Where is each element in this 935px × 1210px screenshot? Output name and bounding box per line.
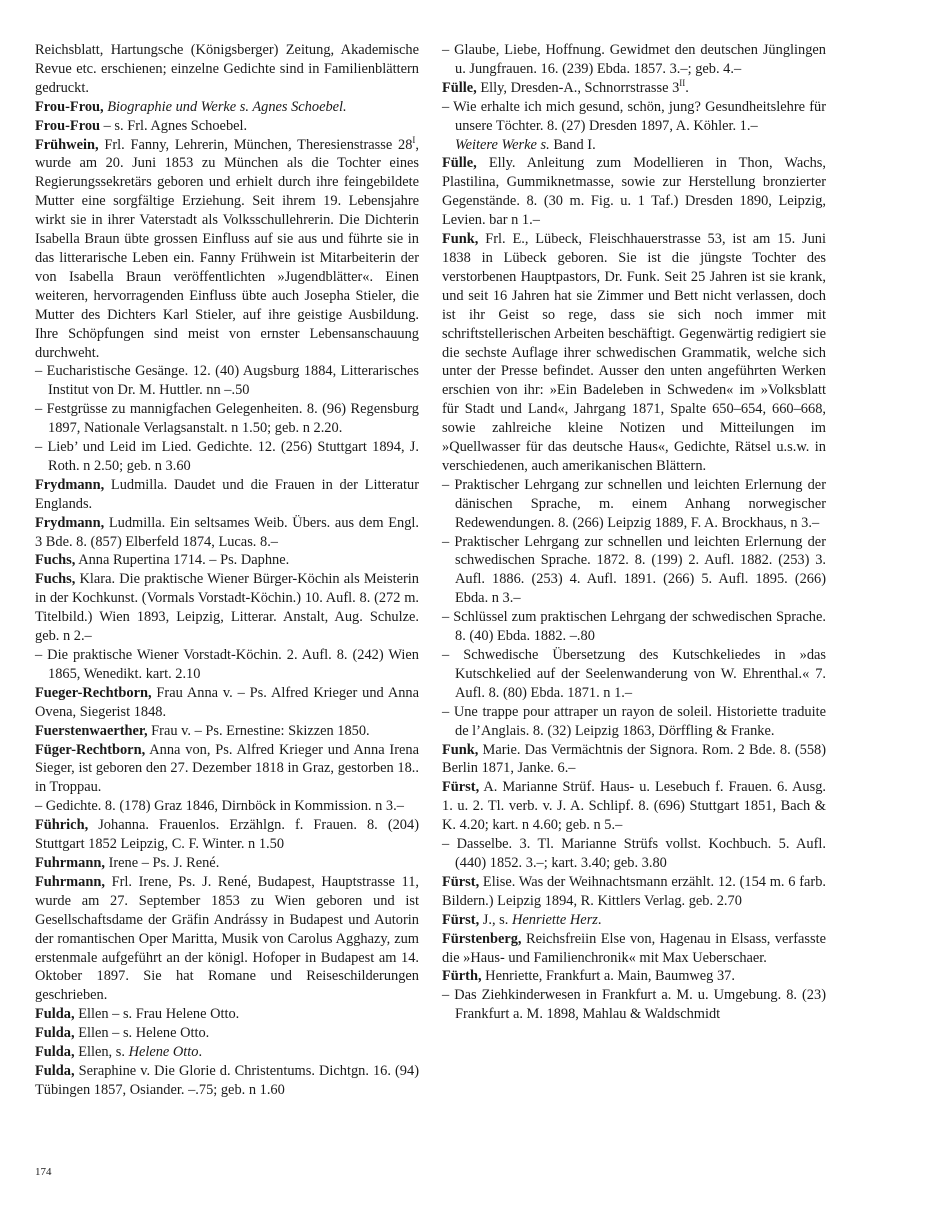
entry-heading: Fürst, — [442, 911, 480, 928]
entry-heading: Funk, — [442, 231, 479, 248]
bibliography-entry — [35, 873, 419, 1005]
entry-text: Elly, Dresden-A., Schnorrstrasse 3 — [476, 79, 680, 96]
entry-text: – Glaube, Liebe, Hoffnung. Gewidmet den deutschen Jünglingen u. Jungfrauen. 16. (239) Ebda. 1857. 3.–; geb. 4.– — [442, 42, 826, 77]
entry-heading: Fürth, — [442, 968, 482, 985]
bibliography-entry — [442, 154, 826, 230]
bibliography-entry — [442, 230, 826, 476]
entry-heading: Fuhrmann, — [35, 854, 105, 871]
entry-heading: Fürst, — [442, 779, 480, 796]
entry-text: – Das Ziehkinderwesen in Frankfurt a. M. u. Umgebung. 8. (23) Frankfurt a. M. 1898, Mahlau & Waldschmidt — [442, 987, 826, 1023]
entry-text: – Eucharistische Gesänge. 12. (40) Augsburg 1884, Litterarisches Institut von Dr. M. Huttler. nn –.50 — [35, 363, 419, 399]
entry-text: . — [597, 911, 602, 928]
entry-text: Ellen – s. Frau Helene Otto. — [74, 1006, 240, 1023]
entry-text: – Schwedische Übersetzung des Kutschkeliedes in »das Kutschkelied auf der Seelenwanderung von W. Ehrenthal.« 7. Aufl. 8. (80) Ebda. 1871. n 1.– — [442, 647, 826, 701]
bibliography-entry — [35, 570, 419, 646]
bibliography-entry — [35, 1062, 419, 1100]
entry-text: Frau Anna v. – Ps. Alfred Krieger und Anna Ovena, Siegerist 1848. — [35, 684, 419, 720]
entry-heading: Fürst, — [442, 873, 480, 890]
bibliography-entry — [35, 117, 419, 136]
work-listing — [442, 703, 826, 741]
bibliography-entry — [442, 873, 826, 911]
entry-text: Reichsblatt, Hartungsche (Königsberger) Zeitung, Akademische Revue etc. erschienen; einzelne Gedichte sind in Familienblättern gedruckt. — [35, 42, 419, 96]
entry-heading: Fürstenberg, — [442, 930, 522, 947]
italic-text: Weitere Werke s. — [455, 136, 550, 153]
bibliography-entry — [35, 684, 419, 722]
entry-heading: Fülle, — [442, 155, 477, 172]
work-listing — [442, 835, 826, 873]
bibliography-entry — [442, 136, 826, 155]
entry-text: Ludmilla. Daudet und die Frauen in der Litteratur Englands. — [35, 476, 419, 512]
entry-text: Frl. Irene, Ps. J. René, Budapest, Hauptstrasse 11, wurde am 27. September 1853 zu Wien geboren und ist Gesellschaftsdame der Gräfin Andrássy in Budapest und Autorin der romantischen Oper Maritta, Musik von Carolus Agghazy, zum erstenmale aufgeführt an der königl. Hofoper in Budapest am 14. Oktober 1897. Sie hat Romane und Reiseschilderungen geschrieben. — [35, 873, 419, 1004]
entry-text: – Dasselbe. 3. Tl. Marianne Strüfs vollst. Kochbuch. 5. Aufl. (440) 1852. 3.–; kart. 3.40; geb. 3.80 — [442, 836, 826, 871]
bibliography-entry — [35, 514, 419, 552]
entry-text: Frl. E., Lübeck, Fleischhauerstrasse 53, ist am 15. Juni 1838 in Lübeck geboren. Sie ist die jüngste Tochter des verstorbenen Hauptpastors, Dr. Funk. Seit 25 Jahren ist sie krank, und seit 16 Jahren hat sie Zimmer und Bett nicht verlassen, doch ist ihr Geist so rege, dass sie sich noch immer mit schriftstellerischen Arbeiten beschäftigt. Gegenwärtig redigiert sie die sechste Auflage ihrer schwedischen Grammatik, welche sich unter der Presse befindet. Ausser den unten angeführten Werken erschien von ihr: »Ein Badeleben in Schweden« im »Volksblatt für Stadt und Land«, Jahrgang 1871, Spalte 650–654, 660–668, sowie zahlreiche kleine Notizen und Mitteilungen im »Quellwasser für das deutsche Haus«, Gedichte, Rätsel u.s.w. in verschiedenen, auch amerikanischen Blättern. — [442, 231, 826, 474]
entry-text: – Schlüssel zum praktischen Lehrgang der schwedischen Sprache. 8. (40) Ebda. 1882. –.80 — [442, 609, 826, 645]
entry-text: – Praktischer Lehrgang zur schnellen und leichten Erlernung der schwedischen Sprache. 1872. 8. (199) 2. Aufl. 1882. (253) 3. Aufl. 1886. (253) 4. Aufl. 1891. (266) 5. Aufl. 1895. (266) Ebda. n 3.– — [442, 533, 826, 607]
entry-text: A. Marianne Strüf. Haus- u. Lesebuch f. Frauen. 6. Ausg. 1. u. 2. Tl. verb. v. J. A. Schlipf. 8. (696) Stuttgart 1851, Bach & K. 4.20; kart. n 4.60; geb. n 5.– — [442, 779, 826, 834]
superscript: II — [679, 77, 686, 88]
entry-heading: Fueger-Rechtborn, — [35, 684, 152, 701]
bibliography-entry — [35, 722, 419, 741]
entry-text: . — [685, 79, 689, 96]
entry-heading: Frühwein, — [35, 136, 99, 153]
entry-text: Seraphine v. Die Glorie d. Christentums. Dichtgn. 16. (94) Tübingen 1857, Osiander. –.75; geb. n 1.60 — [35, 1062, 419, 1098]
work-listing — [442, 98, 826, 136]
entry-text: Frau v. – Ps. Ernestine: Skizzen 1850. — [147, 722, 370, 739]
bibliography-entry — [35, 551, 419, 570]
work-listing — [35, 646, 419, 684]
entry-text: Irene – Ps. J. René. — [104, 854, 220, 871]
italic-text: Biographie und Werke s. Agnes Schoebel. — [107, 98, 347, 115]
entry-text: Ellen, s. — [74, 1044, 129, 1061]
entry-text: – Gedichte. 8. (178) Graz 1846, Dirnböck in Kommission. n 3.– — [35, 798, 404, 815]
entry-text: – Wie erhalte ich mich gesund, schön, jung? Gesundheitslehre für unsere Töchter. 8. (27) Dresden 1897, A. Köhler. 1.– — [442, 98, 826, 134]
bibliography-entry — [35, 136, 419, 363]
entry-text: Reichsfreiin Else von, Hagenau in Elsass, verfasste die »Haus- und Familienchronik« mit Max Ueberschaer. — [442, 930, 826, 966]
bibliography-entry — [35, 816, 419, 854]
entry-text: – Festgrüsse zu mannigfachen Gelegenheiten. 8. (96) Regensburg 1897, Nationale Verlagsanstalt. n 1.50; geb. n 2.20. — [35, 401, 419, 437]
entry-text: Anna Rupertina 1714. – Ps. Daphne. — [75, 552, 290, 569]
entry-text: Elise. Was der Weihnachtsmann erzählt. 12. (154 m. 6 farb. Bildern.) Leipzig 1894, R. Kittlers Verlag. geb. 2.70 — [442, 873, 826, 909]
entry-text: Ludmilla. Ein seltsames Weib. Übers. aus dem Engl. 3 Bde. 8. (857) Elberfeld 1874, Lucas. 8.– — [35, 514, 419, 550]
entry-text: Johanna. Frauenlos. Erzählgn. f. Frauen. 8. (204) Stuttgart 1852 Leipzig, C. F. Winter. n 1.50 — [35, 817, 419, 853]
entry-heading: Fulda, — [35, 1044, 75, 1061]
left-column — [35, 41, 419, 1100]
entry-heading: Funk, — [442, 741, 479, 758]
entry-heading: Fulda, — [35, 1006, 75, 1023]
work-listing — [35, 362, 419, 400]
entry-heading: Fulda, — [35, 1062, 75, 1079]
bibliography-entry — [35, 1005, 419, 1024]
entry-text: Frl. Fanny, Lehrerin, München, Theresienstrasse 28 — [98, 136, 413, 153]
entry-text: – Praktischer Lehrgang zur schnellen und leichten Erlernung der dänischen Sprache, m. einem Anhang norwegischer Redewendungen. 8. (266) Leipzig 1889, F. A. Brockhaus, n 3.– — [442, 476, 826, 531]
entry-heading: Fuchs, — [35, 552, 76, 569]
bibliography-entry — [442, 741, 826, 779]
entry-heading: Fuchs, — [35, 571, 76, 588]
italic-text: Henriette Herz — [511, 911, 598, 928]
entry-text: Elly. Anleitung zum Modellieren in Thon, Wachs, Plastilina, Gummiknetmasse, sowie zur Herstellung bronzierter Gegenstände. 8. (30 m. Fig. u. 1 Taf.) Dresden 1890, Leipzig, Levien. bar n 1.– — [442, 155, 826, 229]
entry-text: – s. Frl. Agnes Schoebel. — [100, 117, 248, 134]
bibliography-entry — [442, 930, 826, 968]
entry-heading: Frou-Frou — [35, 117, 101, 134]
entry-heading: Fuhrmann, — [35, 873, 105, 890]
work-listing — [35, 438, 419, 476]
bibliography-entry — [442, 79, 826, 98]
work-listing — [442, 533, 826, 609]
entry-text: – Die praktische Wiener Vorstadt-Köchin. 2. Aufl. 8. (242) Wien 1865, Wenedikt. kart. 2.10 — [35, 647, 419, 682]
work-listing — [442, 41, 826, 79]
bibliography-entry — [35, 1024, 419, 1043]
work-listing — [442, 608, 826, 646]
entry-text: , wurde am 20. Juni 1853 zu München als die Tochter eines Regierungssekretärs geboren und erhielt durch ihre feingebildete Mutter eine sorgfältige Erziehung. Seit ihrem 19. Lebensjahre wirkt sie in ihrer Vaterstadt als Volksschullehrerin. Die Dichterin Isabella Braun übte grossen Einfluss auf sie aus und führte sie in das litterarische Leben ein. Fanny Frühwein ist Mitarbeiterin der von Isabella Braun veröffentlichten »Jugendblätter«. Einen weiteren, hervorragenden Einfluss übte auch Josepha Stieler, die Mutter des Dichters Karl Stieler, auf ihre geistige Ausbildung. Ihre Schöpfungen sind meist von ernster Lebensanschauung durchweht. — [35, 136, 419, 361]
bibliography-entry — [35, 1043, 419, 1062]
entry-heading: Führich, — [35, 817, 89, 834]
entry-heading: Füger-Rechtborn, — [35, 741, 146, 758]
entry-text: – Lieb’ und Leid im Lied. Gedichte. 12. (256) Stuttgart 1894, J. Roth. n 2.50; geb. n 3.60 — [35, 439, 419, 474]
entry-heading: Fuerstenwaerther, — [35, 722, 148, 739]
work-listing — [442, 476, 826, 533]
entry-text: Henriette, Frankfurt a. Main, Baumweg 37. — [481, 968, 735, 985]
entry-heading: Fulda, — [35, 1025, 75, 1042]
entry-text: J., s. — [479, 911, 512, 928]
entry-heading: Frou-Frou, — [35, 98, 104, 115]
entry-heading: Frydmann, — [35, 514, 105, 531]
page-number: 174 — [35, 1166, 52, 1178]
bibliography-entry — [442, 778, 826, 835]
superscript: I — [412, 134, 416, 145]
entry-text: . — [198, 1044, 203, 1061]
entry-heading: Fülle, — [442, 79, 477, 96]
entry-heading: Frydmann, — [35, 476, 105, 493]
bibliography-entry — [35, 41, 419, 98]
entry-text: Ellen – s. Helene Otto. — [74, 1025, 210, 1042]
entry-text: – Une trappe pour attraper un rayon de soleil. Historiette traduite de l’Anglais. 8. (32) Leipzig 1863, Dörffling & Franke. — [442, 703, 826, 739]
work-listing — [442, 986, 826, 1024]
work-listing — [442, 646, 826, 703]
work-listing — [35, 400, 419, 438]
entry-text: Anna von, Ps. Alfred Krieger und Anna Irena Sieger, ist geboren den 27. Dezember 1818 in Graz, gestorben 18.. in Troppau. — [35, 741, 419, 796]
italic-text: Helene Otto — [128, 1044, 199, 1061]
entry-text: Band I. — [549, 136, 596, 153]
work-listing — [35, 797, 419, 816]
entry-text: Marie. Das Vermächtnis der Signora. Rom. 2 Bde. 8. (558) Berlin 1871, Janke. 6.– — [442, 741, 826, 777]
bibliography-entry — [35, 476, 419, 514]
bibliography-entry — [35, 741, 419, 798]
right-column — [442, 41, 826, 1024]
bibliography-entry — [35, 854, 419, 873]
bibliography-entry — [442, 911, 826, 930]
entry-text: Klara. Die praktische Wiener Bürger-Köchin als Meisterin in der Kochkunst. (Vormals Vorstadt-Köchin.) 10. Aufl. 8. (272 m. Titelbild.) Wien 1893, Leipzig, Litterar. Anstalt, Aug. Schulze. geb. n 2.– — [35, 571, 419, 645]
bibliography-entry — [442, 967, 826, 986]
bibliography-entry — [35, 98, 419, 117]
